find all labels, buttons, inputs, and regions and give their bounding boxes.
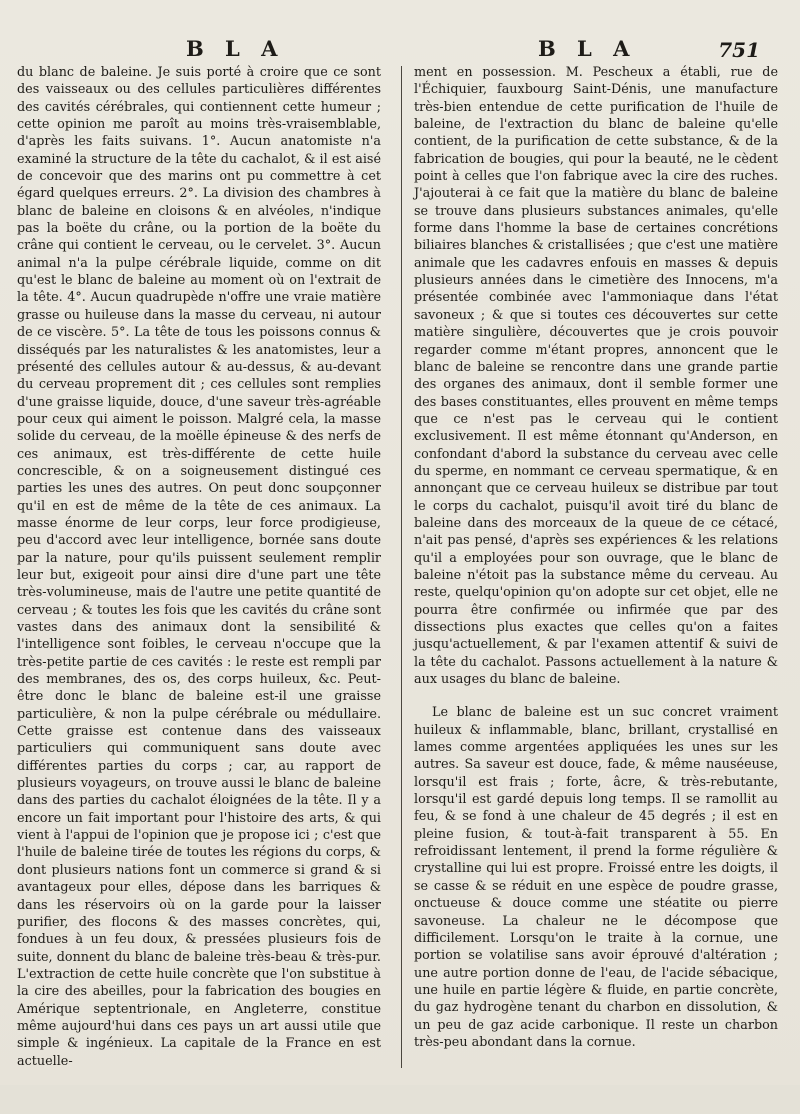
right-column	[414, 64, 778, 1051]
running-head-left: B L A	[186, 36, 285, 61]
column-divider	[401, 66, 402, 1068]
left-column-paragraph: du blanc de baleine. Je suis porté à croire que ce sont des vaisseaux ou des cellules particulières différentes des cavités cérébrales, qui contiennent cette humeur ; cette opinion me paroît au moins très-vraisemblable, d'après les faits suivans. 1°. Aucun anatomiste n'a examiné la structure de la tête du cachalot, & il est aisé de concevoir que des marins ont pu commettre à cet égard quelques erreurs. 2°. La division des chambres à blanc de baleine en cloisons & en alvéoles, n'indique pas la boëte du crâne, ou la portion de la boëte du crâne qui contient le cerveau, ou le cervelet. 3°. Aucun animal n'a la pulpe cérébrale liquide, comme on dit qu'est le blanc de baleine au moment où on l'extrait de la tête. 4°. Aucun quadrupède n'offre une vraie matière grasse ou huileuse dans la masse du cerveau, ni autour de ce viscère. 5°. La tête de tous les poissons connus & disséqués par les naturalistes & les anatomistes, leur a présenté des cellules autour & au-dessus, & au-devant du cerveau proprement dit ; ces cellules sont remplies d'une graisse liquide, douce, d'une saveur très-agréable pour ceux qui aiment le poisson. Malgré cela, la masse solide du cerveau, de la moëlle épineuse & des nerfs de ces animaux, est très-différente de cette huile concrescible, & on a soigneusement distingué ces parties les unes des autres. On peut donc soupçonner qu'il en est de même de la tête de ces animaux. La masse énorme de leur corps, leur force prodigieuse, peu d'accord avec leur intelligence, bornée sans doute par la nature, pour qu'ils puissent seulement remplir leur but, exigeoit pour ainsi dire d'une part une tête très-volumineuse, mais de l'autre une petite quantité de cerveau ; & toutes les fois que les cavités du crâne sont vastes dans des animaux dont la sensibilité & l'intelligence sont foibles, le cerveau n'occupe que la très-petite partie de ces cavités : le reste est rempli par des membranes, des os, des corps huileux, &c. Peut-être donc le blanc de baleine est-il une graisse particulière, & non la pulpe cérébrale ou médullaire. Cette graisse est contenue dans des vaisseaux particuliers qui communiquent sans doute avec différentes parties du corps ; car, au rapport de plusieurs voyageurs, on trouve aussi le blanc de baleine dans des parties du cachalot éloignées de la tête. Il y a encore un fait important pour l'histoire des arts, & qui vient à l'appui de l'opinion que je propose ici ; c'est que l'huile de baleine tirée de toutes les régions du corps, & dont plusieurs nations font un commerce si grand & si avantageux pour elles, dépose dans les barriques & dans les réservoirs où on la garde pour la laisser purifier, des flocons & des masses concrètes, qui, fondues à un feu doux, & pressées plusieurs fois de suite, donnent du blanc de baleine très-beau & très-pur. L'extraction de cette huile concrète que l'on substitue à la cire des abeilles, pour la fabrication des bougies en Amérique septentrionale, en Angleterre, constitue même aujourd'hui dans ces pays un art aussi utile que simple & ingénieux. La capitale de la France en est actuelle-	[17, 65, 381, 1069]
left-column	[17, 64, 381, 1070]
right-column-paragraph-2: Le blanc de baleine est un suc concret vraiment huileux & inflammable, blanc, brillant, crystallisé en lames comme argentées appliquées les unes sur les autres. Sa saveur est douce, fade, & même nauséeuse, lorsqu'il est frais ; forte, âcre, & très-rebutante, lorsqu'il est gardé depuis long temps. Il se ramollit au feu, & se fond à une chaleur de 45 degrés ; il est en pleine fusion, & tout-à-fait transparent à 55. En refroidissant lentement, il prend la forme régulière & crystalline qui lui est propre. Froissé entre les doigts, il se casse & se réduit en une espèce de poudre grasse, onctueuse & douce comme une stéatite ou pierre savoneuse. La chaleur ne le décompose que difficilement. Lorsqu'on le traite à la cornue, une portion se volatilise sans avoir éprouvé d'altération ; une autre portion donne de l'eau, de l'acide sébacique, une huile en partie légère & fluide, en partie concrète, du gaz hydrogène tenant du charbon en dissolution, & un peu de gaz acide carbonique. Il reste un charbon très-peu abondant dans la cornue.	[414, 705, 778, 1050]
page-number: 751	[718, 38, 760, 62]
page-bottom-margin	[0, 1085, 800, 1114]
running-head-right: B L A	[538, 36, 637, 61]
right-column-paragraph-1: ment en possession. M. Pescheux a établi, rue de l'Échiquier, fauxbourg Saint-Dénis, une manufacture très-bien entendue de cette purification de l'huile de baleine, de l'extraction du blanc de baleine qu'elle contient, de la purification de cette substance, & de la fabrication de bougies, qui pour la beauté, ne le cèdent point à celles que l'on fabrique avec la cire des ruches. J'ajouterai à ce fait que la matière du blanc de baleine se trouve dans plusieurs substances animales, qu'elle forme dans l'homme la base de certaines concrétions biliaires blanches & cristallisées ; que c'est une matière animale que les cadavres enfouis en masses & depuis plusieurs années dans le cimetière des Innocens, m'a présentée combinée avec l'ammoniaque dans l'état savoneux ; & que si toutes ces découvertes sur cette matière singulière, découvertes que je crois pouvoir regarder comme m'étant propres, annoncent que le blanc de baleine se rencontre dans une grande partie des organes des animaux, dont il semble former une des bases constituantes, elles prouvent en même temps que ce n'est pas le cerveau qui le contient exclusivement. Il est même étonnant qu'Anderson, en confondant d'abord la substance du cerveau avec celle du sperme, en nommant ce cerveau spermatique, & en annonçant que ce cerveau huileux se distribue par tout le corps du cachalot, puisqu'il avoit tiré du blanc de baleine dans des morceaux de la queue de ce cétacé, n'ait pas pensé, d'après ses expériences & les relations qu'il a employées pour son ouvrage, que le blanc de baleine n'étoit pas la substance même du cerveau. Au reste, quelqu'opinion qu'on adopte sur cet objet, elle ne pourra être confirmée ou infirmée que par des dissections plus exactes que celles qu'on a faites jusqu'actuellement, & par l'examen attentif & suivi de la tête du cachalot. Passons actuellement à la nature & aux usages du blanc de baleine.	[414, 65, 778, 688]
